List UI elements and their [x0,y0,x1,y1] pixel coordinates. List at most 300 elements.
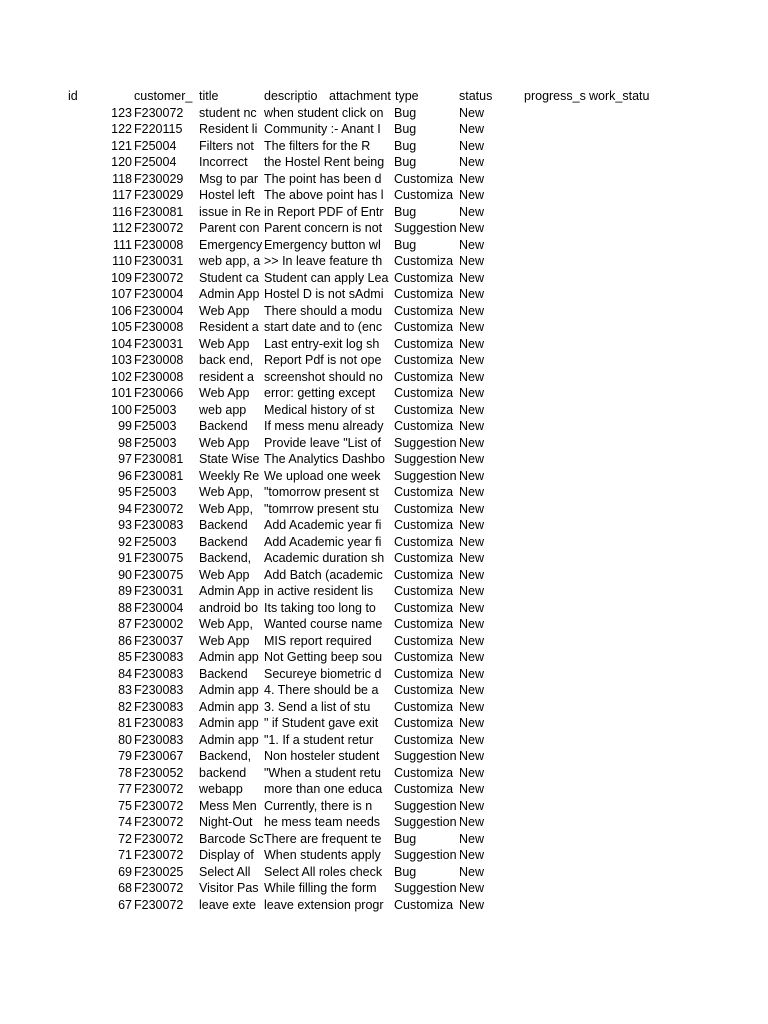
cell-type[interactable]: Customiza [394,683,454,697]
cell-id[interactable]: 71 [118,848,132,862]
cell-title[interactable]: Web App [199,633,250,648]
cell-description[interactable]: Parent concern is not [264,221,383,235]
cell-id[interactable]: 107 [111,287,132,301]
cell-status[interactable]: New [459,699,485,714]
cell-type[interactable]: Customiza [394,320,454,334]
cell-title[interactable]: Web App [199,303,250,318]
cell-title[interactable]: Admin App [199,584,260,598]
cell-type[interactable]: Suggestion [394,468,457,483]
cell-status[interactable]: New [459,650,485,664]
cell-type[interactable]: Suggestion [394,848,457,862]
cell-title[interactable]: Admin app [199,683,259,697]
cell-description[interactable]: "tomorrow present st [264,485,379,499]
cell-status[interactable]: New [459,732,485,747]
cell-id[interactable]: 103 [111,353,132,367]
cell-status[interactable]: New [459,435,485,450]
cell-type[interactable]: Customiza [394,501,454,516]
cell-description[interactable]: Report Pdf is not ope [264,353,382,367]
cell-type[interactable]: Suggestion [394,881,457,895]
cell-type[interactable]: Customiza [394,485,454,499]
cell-title[interactable]: Incorrect [199,155,248,169]
cell-customer[interactable]: F230083 [134,699,184,714]
cell-type[interactable]: Bug [394,105,417,120]
cell-type[interactable]: Customiza [394,897,454,912]
cell-title[interactable]: Hostel left [199,188,255,202]
cell-description[interactable]: Academic duration sh [264,551,385,565]
cell-status[interactable]: New [459,567,485,582]
cell-id[interactable]: 80 [118,732,132,747]
cell-customer[interactable]: F25004 [134,138,177,153]
cell-description[interactable]: error: getting except [264,386,376,400]
cell-id[interactable]: 82 [118,699,132,714]
cell-description[interactable]: Non hosteler student [264,749,380,763]
cell-description[interactable]: Wanted course name [264,617,383,631]
cell-title[interactable]: Select All [199,864,251,879]
cell-description[interactable]: Add Batch (academic [264,567,383,582]
header-description[interactable]: descriptio [264,89,318,103]
cell-description[interactable]: more than one educa [264,782,383,796]
cell-status[interactable]: New [459,287,485,301]
cell-description[interactable]: the Hostel Rent being [264,155,385,169]
cell-title[interactable]: Web App [199,567,250,582]
cell-type[interactable]: Customiza [394,369,454,384]
cell-title[interactable]: resident a [199,369,254,384]
cell-type[interactable]: Customiza [394,732,454,747]
cell-customer[interactable]: F230072 [134,782,184,796]
cell-type[interactable]: Customiza [394,171,454,186]
cell-description[interactable]: The Analytics Dashbo [264,452,385,466]
cell-title[interactable]: Admin App [199,287,260,301]
cell-id[interactable]: 112 [112,221,132,235]
cell-title[interactable]: Web App, [199,501,253,516]
cell-description[interactable]: Student can apply Lea [264,270,389,285]
cell-customer[interactable]: F25003 [134,419,177,433]
cell-status[interactable]: New [459,270,485,285]
cell-status[interactable]: New [459,534,485,549]
cell-title[interactable]: web app, a [199,254,261,268]
cell-id[interactable]: 100 [111,402,132,417]
cell-description[interactable]: " if Student gave exit [264,716,379,730]
cell-type[interactable]: Customiza [394,353,454,367]
cell-description[interactable]: Add Academic year fi [264,534,382,549]
cell-status[interactable]: New [459,897,485,912]
cell-description[interactable]: "1. If a student retur [264,732,374,747]
cell-customer[interactable]: F230075 [134,567,184,582]
cell-description[interactable]: 3. Send a list of stu [264,699,371,714]
cell-id[interactable]: 99 [118,419,132,433]
cell-description[interactable]: The above point has l [264,188,384,202]
cell-id[interactable]: 118 [112,171,132,186]
cell-description[interactable]: Add Academic year fi [264,518,382,532]
cell-title[interactable]: backend [199,765,247,780]
cell-status[interactable]: New [459,881,485,895]
header-customer[interactable]: customer_ [134,89,193,103]
cell-description[interactable]: Its taking too long to [264,600,376,615]
cell-id[interactable]: 102 [111,369,132,384]
cell-id[interactable]: 97 [118,452,132,466]
cell-status[interactable]: New [459,402,485,417]
cell-type[interactable]: Customiza [394,782,454,796]
cell-description[interactable]: If mess menu already [264,419,384,433]
cell-customer[interactable]: F230081 [134,452,184,466]
cell-description[interactable]: he mess team needs [264,815,381,829]
cell-customer[interactable]: F230081 [134,468,184,483]
cell-id[interactable]: 83 [118,683,132,697]
cell-id[interactable]: 106 [111,303,132,318]
cell-description[interactable]: There are frequent te [264,831,382,846]
cell-customer[interactable]: F230029 [134,171,184,186]
cell-status[interactable]: New [459,501,485,516]
cell-customer[interactable]: F230072 [134,221,184,235]
cell-id[interactable]: 77 [118,782,132,796]
cell-description[interactable]: leave extension progr [264,897,384,912]
cell-title[interactable]: Backend, [199,749,252,763]
cell-id[interactable]: 123 [111,105,132,120]
cell-id[interactable]: 105 [111,320,132,334]
cell-customer[interactable]: F230025 [134,864,184,879]
cell-type[interactable]: Bug [394,204,417,219]
cell-title[interactable]: android bo [199,600,259,615]
cell-description[interactable]: in active resident lis [264,584,374,598]
cell-status[interactable]: New [459,171,485,186]
cell-type[interactable]: Customiza [394,666,454,681]
cell-status[interactable]: New [459,765,485,780]
cell-description[interactable]: The point has been d [264,171,382,186]
cell-description[interactable]: Provide leave "List of [264,435,381,450]
cell-status[interactable]: New [459,336,485,351]
cell-status[interactable]: New [459,600,485,615]
cell-status[interactable]: New [459,353,485,367]
cell-title[interactable]: Backend, [199,551,252,565]
cell-customer[interactable]: F230075 [134,551,184,565]
cell-type[interactable]: Bug [394,237,417,252]
cell-customer[interactable]: F230072 [134,815,184,829]
cell-customer[interactable]: F230083 [134,518,184,532]
cell-type[interactable]: Bug [394,138,417,153]
cell-id[interactable]: 84 [118,666,132,681]
cell-title[interactable]: student nc [199,105,257,120]
cell-customer[interactable]: F230072 [134,897,184,912]
cell-type[interactable]: Customiza [394,584,454,598]
cell-description[interactable]: Last entry-exit log sh [264,336,380,351]
cell-title[interactable]: Backend [199,419,248,433]
cell-description[interactable]: in Report PDF of Entr [264,204,384,219]
cell-title[interactable]: issue in Re [199,204,261,219]
cell-description[interactable]: screenshot should no [264,369,383,384]
cell-type[interactable]: Customiza [394,567,454,582]
cell-id[interactable]: 86 [118,633,132,648]
cell-status[interactable]: New [459,303,485,318]
cell-title[interactable]: Admin app [199,650,259,664]
cell-status[interactable]: New [459,452,485,466]
cell-customer[interactable]: F230072 [134,105,184,120]
cell-id[interactable]: 109 [111,270,132,285]
cell-status[interactable]: New [459,633,485,648]
cell-status[interactable]: New [459,551,485,565]
cell-customer[interactable]: F230004 [134,600,184,615]
cell-id[interactable]: 96 [118,468,132,483]
cell-id[interactable]: 69 [118,864,132,879]
cell-type[interactable]: Customiza [394,716,454,730]
header-status[interactable]: status [459,89,493,103]
cell-status[interactable]: New [459,237,485,252]
cell-description[interactable]: >> In leave feature th [264,254,383,268]
cell-status[interactable]: New [459,848,485,862]
cell-id[interactable]: 94 [118,501,132,516]
cell-type[interactable]: Bug [394,155,417,169]
cell-description[interactable]: Not Getting beep sou [264,650,383,664]
cell-type[interactable]: Suggestion [394,815,457,829]
cell-id[interactable]: 121 [111,138,132,153]
cell-customer[interactable]: F230072 [134,270,184,285]
header-work-status[interactable]: work_statu [589,89,650,103]
cell-type[interactable]: Customiza [394,402,454,417]
cell-customer[interactable]: F230072 [134,798,184,813]
cell-status[interactable]: New [459,798,485,813]
cell-customer[interactable]: F25004 [134,155,177,169]
cell-description[interactable]: 4. There should be a [264,683,379,697]
cell-title[interactable]: Web App [199,435,250,450]
cell-customer[interactable]: F230081 [134,204,184,219]
cell-status[interactable]: New [459,749,485,763]
cell-id[interactable]: 81 [118,716,132,730]
cell-customer[interactable]: F230031 [134,336,184,351]
cell-title[interactable]: Resident a [199,320,259,334]
cell-title[interactable]: Admin app [199,716,259,730]
cell-status[interactable]: New [459,485,485,499]
cell-id[interactable]: 72 [118,831,132,846]
cell-status[interactable]: New [459,320,485,334]
cell-title[interactable]: Web App [199,336,250,351]
cell-status[interactable]: New [459,518,485,532]
cell-title[interactable]: Web App, [199,485,253,499]
cell-type[interactable]: Customiza [394,765,454,780]
cell-type[interactable]: Suggestion [394,749,457,763]
cell-customer[interactable]: F230083 [134,666,184,681]
cell-title[interactable]: Parent con [199,221,260,235]
cell-description[interactable]: start date and to (enc [264,320,383,334]
header-attachment[interactable]: attachment [329,89,391,103]
header-type[interactable]: type [395,89,419,103]
cell-type[interactable]: Bug [394,122,417,136]
cell-title[interactable]: webapp [199,782,243,796]
cell-type[interactable]: Suggestion [394,435,457,450]
cell-id[interactable]: 98 [118,435,132,450]
cell-status[interactable]: New [459,105,485,120]
cell-title[interactable]: Backend [199,518,248,532]
cell-type[interactable]: Customiza [394,551,454,565]
cell-title[interactable]: Web App, [199,617,253,631]
cell-description[interactable]: Secureye biometric d [264,666,382,681]
cell-type[interactable]: Customiza [394,518,454,532]
cell-title[interactable]: Admin app [199,699,259,714]
cell-customer[interactable]: F230083 [134,716,184,730]
cell-id[interactable]: 87 [118,617,132,631]
cell-id[interactable]: 104 [111,336,132,351]
cell-customer[interactable]: F230031 [134,584,184,598]
cell-type[interactable]: Customiza [394,254,454,268]
cell-type[interactable]: Customiza [394,633,454,648]
cell-status[interactable]: New [459,155,485,169]
cell-status[interactable]: New [459,204,485,219]
cell-status[interactable]: New [459,584,485,598]
cell-type[interactable]: Customiza [394,287,454,301]
cell-type[interactable]: Customiza [394,534,454,549]
cell-id[interactable]: 91 [118,551,132,565]
cell-id[interactable]: 95 [118,485,132,499]
cell-type[interactable]: Customiza [394,650,454,664]
cell-title[interactable]: Mess Men [199,798,257,813]
cell-title[interactable]: Web App [199,386,250,400]
cell-type[interactable]: Customiza [394,699,454,714]
cell-description[interactable]: When students apply [264,848,381,862]
cell-customer[interactable]: F230008 [134,320,184,334]
cell-customer[interactable]: F230004 [134,287,184,301]
cell-type[interactable]: Customiza [394,419,454,433]
header-title[interactable]: title [199,89,219,103]
cell-type[interactable]: Customiza [394,617,454,631]
cell-status[interactable]: New [459,864,485,879]
cell-type[interactable]: Customiza [394,188,454,202]
cell-customer[interactable]: F25003 [134,534,177,549]
cell-id[interactable]: 74 [118,815,132,829]
cell-id[interactable]: 89 [118,584,132,598]
cell-description[interactable]: We upload one week [264,468,381,483]
cell-id[interactable]: 67 [118,897,132,912]
cell-status[interactable]: New [459,254,485,268]
cell-title[interactable]: Backend [199,666,248,681]
cell-description[interactable]: Emergency button wl [264,237,381,252]
cell-id[interactable]: 79 [118,749,132,763]
cell-id[interactable]: 120 [111,155,132,169]
cell-description[interactable]: Community :- Anant I [264,122,381,136]
cell-title[interactable]: leave exte [199,897,256,912]
cell-id[interactable]: 78 [118,765,132,780]
cell-status[interactable]: New [459,386,485,400]
cell-description[interactable]: There should a modu [264,303,383,318]
cell-customer[interactable]: F230004 [134,303,184,318]
cell-title[interactable]: Emergency [199,237,263,252]
cell-title[interactable]: Barcode Sc [199,831,264,846]
cell-status[interactable]: New [459,782,485,796]
cell-id[interactable]: 85 [118,650,132,664]
cell-title[interactable]: Student ca [199,270,259,285]
cell-description[interactable]: MIS report required [264,633,372,648]
cell-title[interactable]: back end, [199,353,254,367]
cell-description[interactable]: While filling the form [264,881,377,895]
cell-description[interactable]: Select All roles check [264,864,383,879]
cell-title[interactable]: Night-Out [199,815,253,829]
cell-title[interactable]: Resident li [199,122,258,136]
cell-id[interactable]: 93 [118,518,132,532]
cell-id[interactable]: 92 [118,534,132,549]
cell-customer[interactable]: F230008 [134,353,184,367]
cell-customer[interactable]: F230008 [134,237,184,252]
cell-title[interactable]: Weekly Re [199,468,260,483]
cell-description[interactable]: when student click on [264,105,384,120]
cell-customer[interactable]: F230067 [134,749,184,763]
cell-id[interactable]: 90 [118,567,132,582]
cell-type[interactable]: Suggestion [394,221,457,235]
cell-customer[interactable]: F230083 [134,732,184,747]
cell-type[interactable]: Bug [394,864,417,879]
cell-id[interactable]: 111 [112,237,132,252]
cell-customer[interactable]: F230083 [134,650,184,664]
cell-type[interactable]: Suggestion [394,452,457,466]
cell-description[interactable]: Currently, there is n [264,798,373,813]
cell-customer[interactable]: F230066 [134,386,184,400]
cell-customer[interactable]: F25003 [134,435,177,450]
cell-title[interactable]: Admin app [199,732,259,747]
cell-status[interactable]: New [459,617,485,631]
cell-status[interactable]: New [459,666,485,681]
cell-title[interactable]: Filters not [199,138,254,153]
cell-type[interactable]: Customiza [394,386,454,400]
cell-title[interactable]: Msg to par [199,171,259,186]
cell-type[interactable]: Customiza [394,270,454,285]
cell-id[interactable]: 68 [118,881,132,895]
cell-customer[interactable]: F230083 [134,683,184,697]
cell-title[interactable]: Backend [199,534,248,549]
cell-title[interactable]: web app [199,402,247,417]
cell-type[interactable]: Customiza [394,600,454,615]
cell-status[interactable]: New [459,138,485,153]
cell-customer[interactable]: F230072 [134,501,184,516]
cell-description[interactable]: Medical history of st [264,402,375,417]
cell-title[interactable]: Display of [199,848,254,862]
cell-customer[interactable]: F25003 [134,402,177,417]
cell-type[interactable]: Customiza [394,336,454,351]
cell-description[interactable]: The filters for the R [264,138,371,153]
cell-status[interactable]: New [459,683,485,697]
cell-id[interactable]: 88 [118,600,132,615]
cell-customer[interactable]: F230072 [134,881,184,895]
cell-description[interactable]: Hostel D is not sAdmi [264,287,384,301]
cell-id[interactable]: 122 [111,122,132,136]
cell-title[interactable]: State Wise [199,452,260,466]
cell-id[interactable]: 110 [112,254,132,268]
cell-type[interactable]: Customiza [394,303,454,318]
cell-description[interactable]: "tomrrow present stu [264,501,379,516]
cell-customer[interactable]: F230029 [134,188,184,202]
cell-customer[interactable]: F230002 [134,617,184,631]
cell-customer[interactable]: F230008 [134,369,184,384]
cell-id[interactable]: 116 [112,204,132,219]
cell-customer[interactable]: F230052 [134,765,184,780]
cell-customer[interactable]: F230072 [134,848,184,862]
cell-customer[interactable]: F230031 [134,254,184,268]
cell-customer[interactable]: F230072 [134,831,184,846]
cell-customer[interactable]: F230037 [134,633,184,648]
cell-id[interactable]: 75 [118,798,132,813]
cell-status[interactable]: New [459,221,485,235]
cell-id[interactable]: 101 [111,386,132,400]
cell-customer[interactable]: F25003 [134,485,177,499]
cell-status[interactable]: New [459,831,485,846]
header-id[interactable]: id [68,89,78,103]
cell-customer[interactable]: F220115 [134,122,183,136]
cell-status[interactable]: New [459,716,485,730]
cell-status[interactable]: New [459,419,485,433]
cell-status[interactable]: New [459,468,485,483]
cell-title[interactable]: Visitor Pas [199,881,259,895]
cell-description[interactable]: "When a student retu [264,765,382,780]
cell-status[interactable]: New [459,815,485,829]
cell-type[interactable]: Bug [394,831,417,846]
cell-status[interactable]: New [459,188,485,202]
cell-status[interactable]: New [459,369,485,384]
cell-type[interactable]: Suggestion [394,798,457,813]
